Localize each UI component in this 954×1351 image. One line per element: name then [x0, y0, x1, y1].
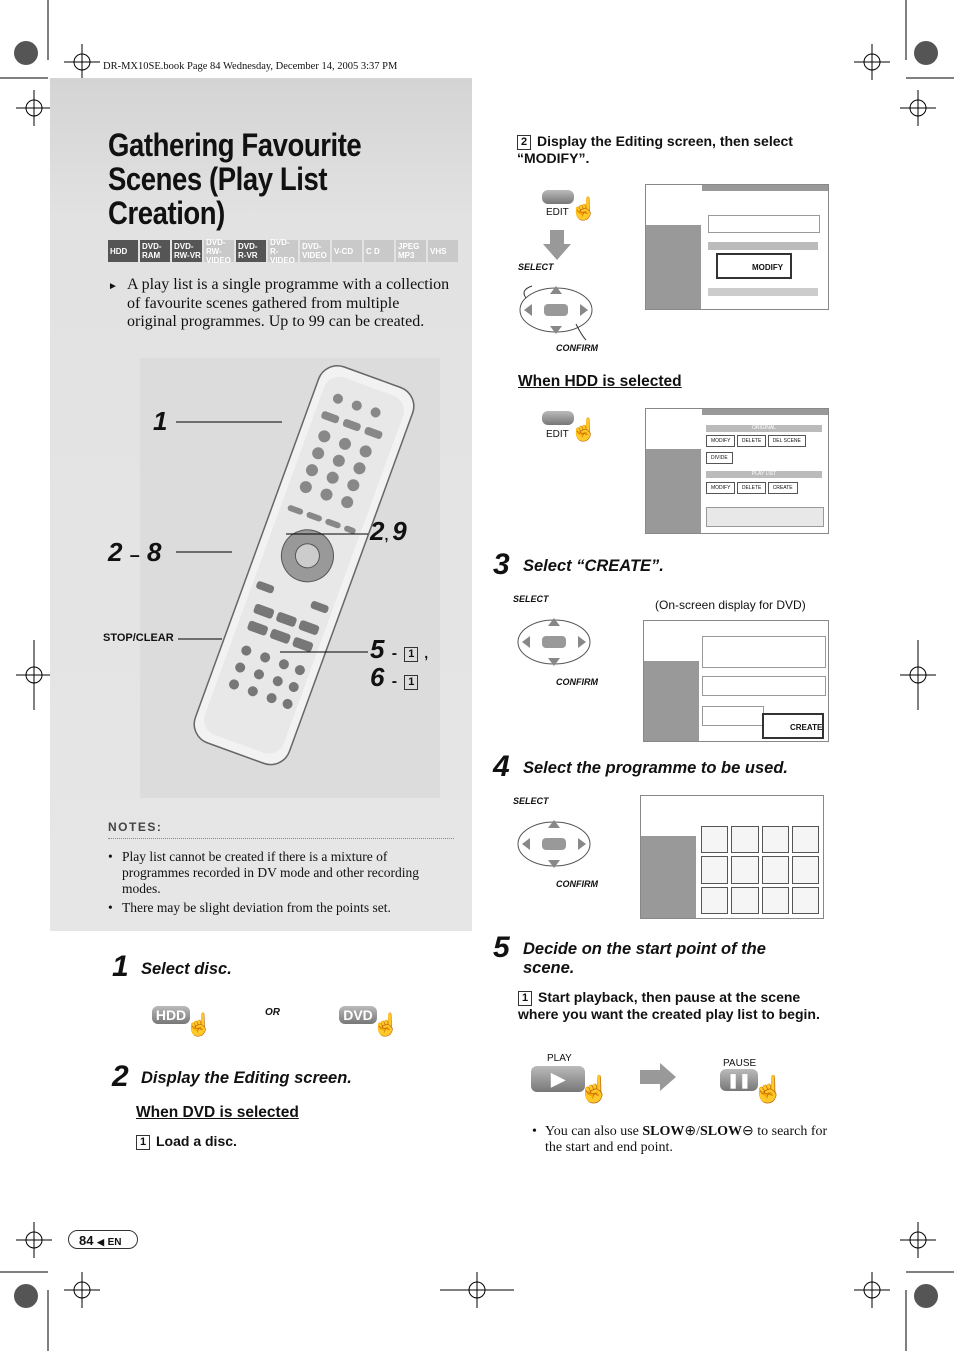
disc-badge	[140, 240, 170, 262]
select-label: SELECT	[513, 594, 549, 604]
badge-bottom: VHS	[430, 246, 447, 256]
on-screen-note: (On-screen display for DVD)	[655, 598, 806, 612]
hdd-playlist-buttons: MODIFY DELETE CREATE	[706, 482, 798, 494]
badge-bottom: R-VIDEO	[270, 246, 295, 265]
screen-sidebar	[646, 225, 701, 309]
page-title: Gathering Favourite Scenes (Play List Creation)	[108, 127, 362, 231]
screen-row	[708, 242, 818, 250]
confirm-label: CONFIRM	[556, 677, 598, 687]
file-header: DR-MX10SE.book Page 84 Wednesday, December 14, 2005 3:37 PM	[103, 61, 398, 72]
substep-load-disc: 1 Load a disc.	[136, 1133, 237, 1150]
remote-label-2-8: 2 – 8	[108, 537, 162, 567]
hdd-divide-button: DIVIDE	[706, 452, 733, 464]
disc-type-badges	[108, 237, 458, 265]
disc-badge	[332, 240, 362, 262]
hand-pointer-icon: ☝	[578, 1074, 611, 1104]
disc-badge	[236, 240, 266, 262]
badge-bottom: MP3	[398, 251, 415, 260]
disc-badge	[300, 240, 330, 262]
create-screen	[643, 620, 829, 742]
disc-badge	[428, 240, 458, 262]
editing-screen-hdd	[645, 408, 829, 534]
play-label: PLAY	[547, 1053, 572, 1064]
step-3-number: 3	[493, 548, 510, 581]
badge-top: DVD-	[206, 237, 226, 247]
dvd-selected-heading: When DVD is selected	[136, 1104, 299, 1121]
badge-bottom: RW-VIDEO	[206, 246, 231, 265]
play-list-label: PLAY LIST	[706, 471, 822, 478]
play-button: ▶	[531, 1066, 585, 1092]
notes-list	[108, 849, 448, 919]
select-label: SELECT	[513, 796, 549, 806]
confirm-label: CONFIRM	[556, 879, 598, 889]
step-5-number: 5	[493, 931, 510, 964]
navigation-pad-icon	[516, 280, 596, 342]
badge-bottom: RAM	[142, 251, 161, 260]
original-label: ORIGINAL	[706, 425, 822, 432]
navigation-pad-icon	[514, 612, 594, 674]
pause-button: ❚❚	[720, 1069, 758, 1091]
disc-badge	[172, 240, 202, 262]
badge-bottom: C D	[366, 246, 380, 256]
remote-label-1: 1	[153, 406, 168, 436]
disc-badge	[108, 240, 138, 262]
programme-selection-screen	[640, 795, 824, 919]
right-arrow-icon	[640, 1063, 676, 1091]
notes-heading: NOTES:	[108, 820, 163, 834]
step-2-text: Display the Editing screen.	[141, 1069, 352, 1087]
screen-header-bar	[702, 409, 828, 415]
step-1-text: Select disc.	[141, 960, 232, 978]
badge-top: JPEG	[398, 242, 420, 251]
note-item: • Play list cannot be created if there is a mixture of programmes recorded in DV mode and other recording modes.	[108, 849, 448, 897]
or-label: OR	[265, 1007, 280, 1018]
hdd-button: HDD	[152, 1006, 190, 1024]
step-4-number: 4	[493, 750, 510, 783]
pause-label: PAUSE	[723, 1058, 757, 1069]
screen-info-bar	[706, 507, 824, 527]
hdd-original-buttons: MODIFY DELETE DEL SCENE	[706, 435, 806, 447]
remote-label-2-9: 2, 9	[370, 516, 407, 546]
confirm-label: CONFIRM	[556, 343, 598, 353]
note-item: • There may be slight deviation from the points set.	[108, 900, 448, 916]
badge-top: DVD-	[270, 237, 290, 247]
notes-divider	[108, 838, 454, 839]
remote-label-6: 6 - 1	[370, 662, 424, 693]
badge-bottom: HDD	[110, 246, 128, 256]
step-1-number: 1	[112, 950, 129, 983]
modify-option: MODIFY	[716, 253, 792, 279]
stop-clear-label: STOP/CLEAR	[103, 632, 174, 644]
substep-display-editing: 2 Display the Editing screen, then select “MODIFY”.	[517, 133, 793, 166]
disc-badge	[396, 240, 426, 262]
disc-badge	[204, 237, 234, 265]
screen-row	[702, 676, 826, 696]
screen-sidebar	[644, 661, 699, 741]
step-3-text: Select “CREATE”.	[523, 557, 664, 575]
disc-badge	[268, 237, 298, 265]
screen-sidebar	[641, 836, 696, 918]
hand-pointer-icon: ☝	[752, 1074, 785, 1104]
badge-bottom: VIDEO	[302, 251, 327, 260]
screen-row	[702, 706, 764, 726]
remote-label-5: 5 - 1 ,	[370, 634, 429, 664]
remote-illustration	[140, 358, 440, 798]
substep-start-playback: 1 Start playback, then pause at the scene where you want the created play list to begin.	[518, 989, 820, 1022]
badge-top: DVD-	[174, 242, 194, 251]
step-2-number: 2	[112, 1060, 129, 1093]
navigation-pad-icon	[514, 814, 594, 876]
hand-pointer-icon: ☝	[185, 1012, 213, 1037]
select-label: SELECT	[518, 262, 554, 272]
screen-progress	[708, 288, 818, 296]
badge-bottom: R-VR	[238, 251, 258, 260]
editing-screen-dvd	[645, 184, 829, 310]
edit-label: EDIT	[546, 429, 569, 440]
thumbnail-row	[702, 636, 826, 668]
screen-sidebar	[646, 449, 701, 533]
screen-row	[708, 215, 820, 233]
step-5-text: Decide on the start point of the scene.	[523, 940, 766, 977]
badge-bottom: V-CD	[334, 246, 354, 256]
create-option: CREATE	[762, 713, 824, 739]
badge-top: DVD-	[142, 242, 162, 251]
edit-label: EDIT	[546, 207, 569, 218]
hand-pointer-icon: ☝	[570, 417, 598, 442]
screen-header-bar	[702, 185, 828, 191]
badge-top: DVD-	[238, 242, 258, 251]
step-4-text: Select the programme to be used.	[523, 759, 788, 777]
slow-tip: • You can also use SLOW⊕/SLOW⊖ to search for the start and end point.	[532, 1124, 828, 1155]
badge-top: DVD-	[302, 242, 322, 251]
hand-pointer-icon: ☝	[570, 196, 598, 221]
down-arrow-icon	[543, 230, 571, 260]
thumbnail-grid	[701, 826, 819, 914]
disc-badge	[364, 240, 394, 262]
hdd-selected-heading: When HDD is selected	[518, 373, 682, 390]
hand-pointer-icon: ☝	[372, 1012, 400, 1037]
bullet-triangle-icon: ►	[108, 281, 118, 292]
intro-text: ► A play list is a single programme with a collection of favourite scenes gathered from multiple original programmes. Up to 99 can be created.	[108, 276, 450, 330]
badge-bottom: RW-VR	[174, 251, 201, 260]
page-number-badge: 84 ◀ EN	[68, 1230, 138, 1249]
dvd-button: DVD	[339, 1006, 377, 1024]
